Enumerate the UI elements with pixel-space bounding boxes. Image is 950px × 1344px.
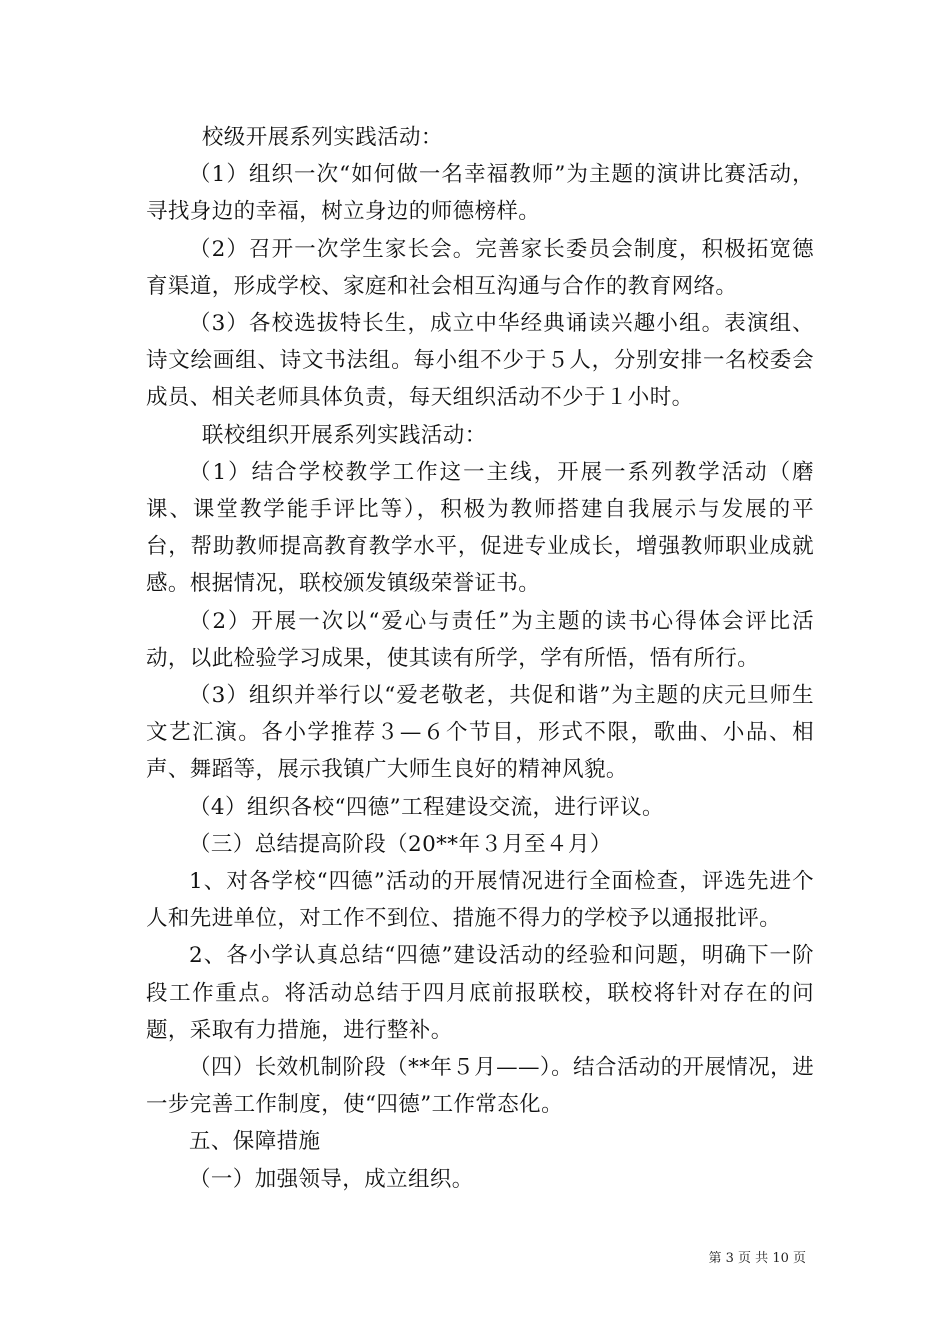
document-body: [146, 119, 814, 1198]
paragraph-summary-phase: （三）总结提高阶段（20**年３月至４月）: [189, 831, 612, 857]
paragraph-reading-groups: （3）各校选拔特长生，成立中华经典诵读兴趣小组。表演组、诗文绘画组、诗文书法组。每小组不少于５人，分别安排一名校委会成员、相关老师具体负责，每天组织活动不少于１小时。: [146, 311, 814, 411]
paragraph-speech-contest: （1）组织一次“如何做一名幸福教师”为主题的演讲比赛活动，寻找身边的幸福，树立身边的师德榜样。: [146, 162, 814, 225]
paragraph-new-year-show: （3）组织并举行以“爱老敬老，共促和谐”为主题的庆元旦师生文艺汇演。各小学推荐３—６个节目，形式不限，歌曲、小品、相声、舞蹈等，展示我镇广大师生良好的精神风貌。: [146, 683, 814, 783]
paragraph-four-virtues-exchange: （4）组织各校“四德”工程建设交流，进行评议。: [189, 794, 664, 820]
page-number: 第 3 页 共 10 页: [708, 1251, 806, 1266]
paragraph-teaching-activities: （1）结合学校教学工作这一主线，开展一系列教学活动（磨课、课堂教学能手评比等），积极为教师搭建自我展示与发展的平台，帮助教师提高教育教学水平，促进专业成长，增强教师职业成就感。根据情况，联校颁发镇级荣誉证书。: [146, 459, 814, 597]
paragraph-strengthen-leadership: （一）加强领导，成立组织。: [189, 1166, 474, 1192]
paragraph-inspection: 1、对各学校“四德”活动的开展情况进行全面检查，评选先进个人和先进单位，对工作不到位、措施不得力的学校予以通报批评。: [146, 869, 814, 932]
paragraph-long-term-mechanism: （四）长效机制阶段（**年５月——）。结合活动的开展情况，进一步完善工作制度，使“四德”工作常态化。: [146, 1055, 814, 1118]
paragraph-safeguard-heading: 五、保障措施: [189, 1129, 321, 1155]
paragraph-parents-meeting: （2）召开一次学生家长会。完善家长委员会制度，积极拓宽德育渠道，形成学校、家庭和社会相互沟通与合作的教育网络。: [146, 236, 814, 299]
paragraph-summarize-experience: 2、各小学认真总结“四德”建设活动的经验和问题，明确下一阶段工作重点。将活动总结于四月底前报联校，联校将针对存在的问题，采取有力措施，进行整补。: [146, 943, 814, 1043]
paragraph-reading-contest: （2）开展一次以“爱心与责任”为主题的读书心得体会评比活动，以此检验学习成果，使其读有所学，学有所悟，悟有所行。: [146, 608, 814, 671]
paragraph-joint-activities-heading: 联校组织开展系列实践活动：: [201, 422, 487, 448]
paragraph-school-activities-heading: 校级开展系列实践活动：: [201, 125, 443, 150]
